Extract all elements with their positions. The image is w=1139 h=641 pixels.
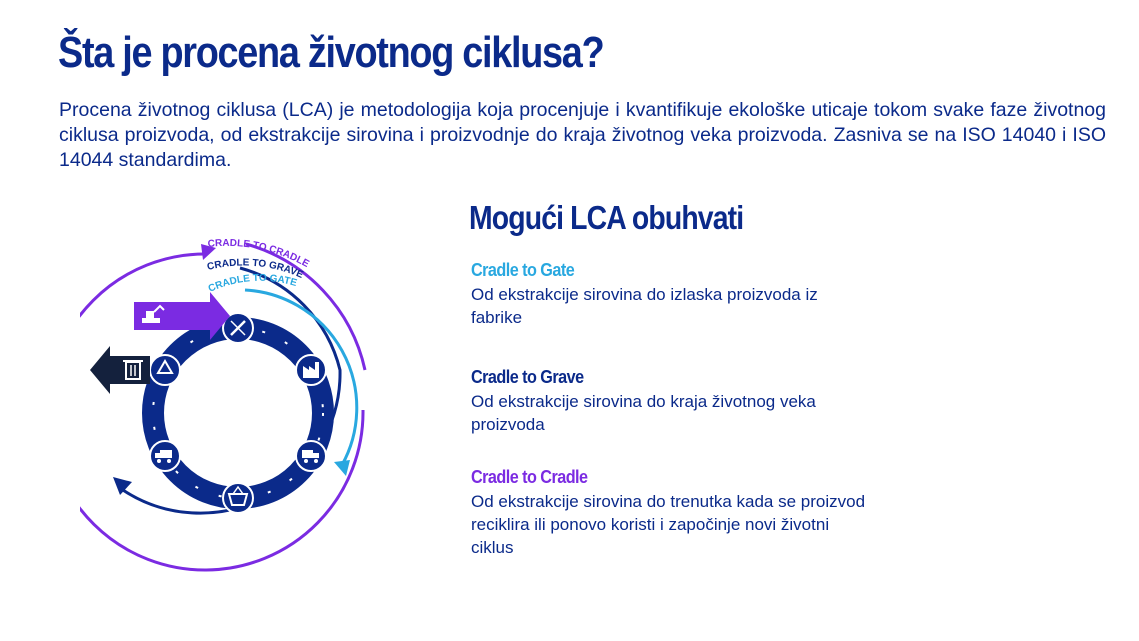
intro-paragraph: Procena životnog ciklusa (LCA) je metodologija koja procenjuje i kvantifikuje ekološke uticaje tokom svake faze životnog ciklusa proizvoda, od ekstrakcije sirovina i proizvodnje do kraja životnog veka proizvoda. Zasniva se na ISO 14040 i ISO 14044 standardima. xyxy=(59,99,1106,171)
arc-label-cradle: CRADLE TO CRADLE xyxy=(207,237,311,271)
scope-title: Cradle to Cradle xyxy=(471,467,588,487)
scope-cradle-to-gate xyxy=(471,260,871,329)
scope-cradle-to-cradle xyxy=(471,467,871,559)
delivery-truck-icon xyxy=(150,441,180,471)
arc-label-grave: CRADLE TO GRAVE xyxy=(206,257,305,281)
scope-title: Cradle to Gate xyxy=(471,260,575,280)
end-of-life-exit-arrow xyxy=(90,346,150,394)
scope-description: Od ekstrakcije sirovina do kraja životnog veka proizvoda xyxy=(471,392,816,434)
recycle-icon xyxy=(150,355,180,385)
scope-description: Od ekstrakcije sirovina do izlaska proizvoda iz fabrike xyxy=(471,285,818,327)
scope-title: Cradle to Grave xyxy=(471,367,584,387)
basket-icon xyxy=(223,483,253,513)
truck-icon xyxy=(296,441,326,471)
scope-description: Od ekstrakcije sirovina do trenutka kada se proizvod reciklira ili ponovo koristi i započinje novi životni ciklus xyxy=(471,492,866,557)
arc-label-gate: CRADLE TO GATE xyxy=(206,272,299,295)
lca-cycle-diagram xyxy=(80,230,380,585)
factory-icon xyxy=(296,355,326,385)
page-title: Šta je procena životnog ciklusa? xyxy=(58,28,604,77)
gate-arrowhead xyxy=(334,460,350,476)
lifecycle-ring xyxy=(153,328,323,498)
raw-material-entry-arrow xyxy=(134,292,230,340)
scope-cradle-to-grave xyxy=(471,367,871,436)
scopes-heading: Mogući LCA obuhvati xyxy=(469,199,744,236)
